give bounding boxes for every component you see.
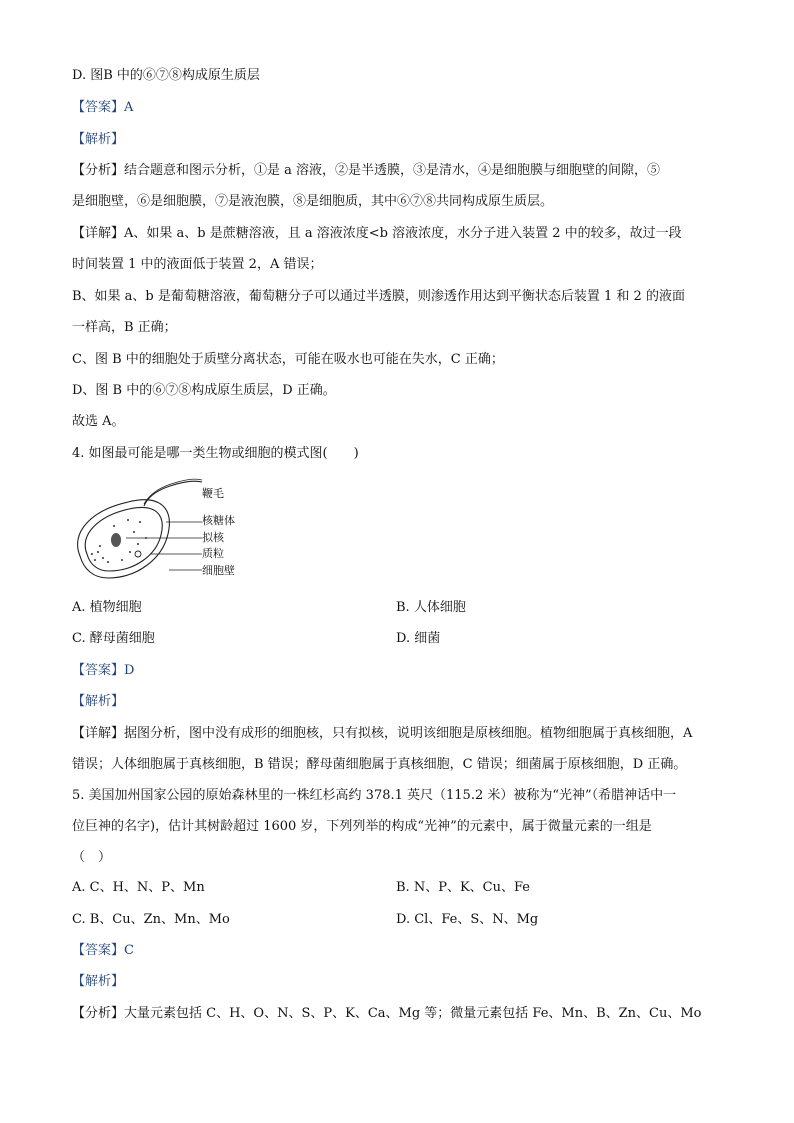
q5-analysis-heading: 【解析】 xyxy=(72,974,125,989)
q4-option-c: C. 酵母菌细胞 xyxy=(72,631,155,646)
q5-option-b: B. N、P、K、Cu、Fe xyxy=(396,880,530,895)
q5-stem-line2: 位巨神的名字)，估计其树龄超过 1600 岁，下列列举的构成“光神”的元素中，属于微量元素的一组是 xyxy=(72,819,652,834)
q3-option-d: D、图 B 中的⑥⑦⑧构成原生质层，D 正确。 xyxy=(72,383,336,398)
q5-answer: 【答案】C xyxy=(72,943,134,958)
q3-conclusion: 故选 A。 xyxy=(72,414,125,429)
q4-option-a: A. 植物细胞 xyxy=(72,600,142,615)
q3-option-c: C、图 B 中的细胞处于质壁分离状态，可能在吸水也可能在失水，C 正确； xyxy=(72,352,504,367)
bacterium-figure xyxy=(70,474,280,586)
q3-analysis-heading: 【解析】 xyxy=(72,132,125,147)
label-nucleoid: 拟核 xyxy=(202,531,224,544)
q5-option-c: C. B、Cu、Zn、Mn、Mo xyxy=(72,912,230,927)
label-flagellum: 鞭毛 xyxy=(202,487,224,500)
q3-option-b-line2: 一样高，B 正确； xyxy=(72,320,177,335)
q4-xiangjie-line2: 错误；人体细胞属于真核细胞，B 错误；酵母菌细胞属于真核细胞，C 错误；细菌属于原核细胞，D 正确。 xyxy=(72,757,687,772)
q4-analysis-heading: 【解析】 xyxy=(72,694,125,709)
bacterium-diagram xyxy=(70,474,280,586)
q3-fenxi-line1: 【分析】结合题意和图示分析，①是 a 溶液，②是半透膜，③是清水，④是细胞膜与细胞壁的间隙，⑤ xyxy=(72,163,661,178)
q5-option-d: D. Cl、Fe、S、N、Mg xyxy=(396,912,539,927)
q5-fenxi: 【分析】大量元素包括 C、H、O、N、S、P、K、Ca、Mg 等；微量元素包括 Fe、Mn、B、Zn、Cu、Mo xyxy=(72,1006,702,1021)
q3-option-b-line1: B、如果 a、b 是葡萄糖溶液，葡萄糖分子可以通过半透膜，则渗透作用达到平衡状态后装置 1 和 2 的液面 xyxy=(72,289,685,304)
q3-xiangjie-line2: 时间装置 1 中的液面低于装置 2，A 错误； xyxy=(72,257,323,272)
label-ribosome: 核糖体 xyxy=(202,514,235,527)
q5-stem-line3: （ ） xyxy=(72,850,112,865)
label-plasmid: 质粒 xyxy=(202,547,224,560)
q4-xiangjie-line1: 【详解】据图分析，图中没有成形的细胞核，只有拟核，说明该细胞是原核细胞。植物细胞属于真核细胞，A xyxy=(72,726,693,741)
cell-membrane-outline xyxy=(85,507,162,571)
q4-option-b: B. 人体细胞 xyxy=(396,600,466,615)
q4-option-d: D. 细菌 xyxy=(396,631,441,646)
q3-answer: 【答案】A xyxy=(72,100,134,115)
q4-answer: 【答案】D xyxy=(72,663,135,678)
q5-stem-line1: 5. 美国加州国家公园的原始森林里的一株红杉高约 378.1 英尺（115.2 米）被称为“光神”（希腊神话中一 xyxy=(72,788,677,803)
q3-fenxi-line2: 是细胞壁，⑥是细胞膜，⑦是液泡膜，⑧是细胞质，其中⑥⑦⑧共同构成原生质层。 xyxy=(72,194,554,209)
prev-option-d: D. 图B 中的⑥⑦⑧构成原生质层 xyxy=(72,68,260,83)
label-cell-wall: 细胞壁 xyxy=(202,564,235,577)
plasmid-shape xyxy=(135,551,141,557)
q3-xiangjie-line1: 【详解】A、如果 a、b 是蔗糖溶液，且 a 溶液浓度<b 溶液浓度，水分子进入装置 2 中的较多，故过一段 xyxy=(72,226,682,241)
q5-option-a: A. C、H、N、P、Mn xyxy=(72,880,205,895)
q4-stem: 4. 如图最可能是哪一类生物或细胞的模式图( ) xyxy=(72,446,359,461)
nucleoid-shape xyxy=(111,533,121,547)
